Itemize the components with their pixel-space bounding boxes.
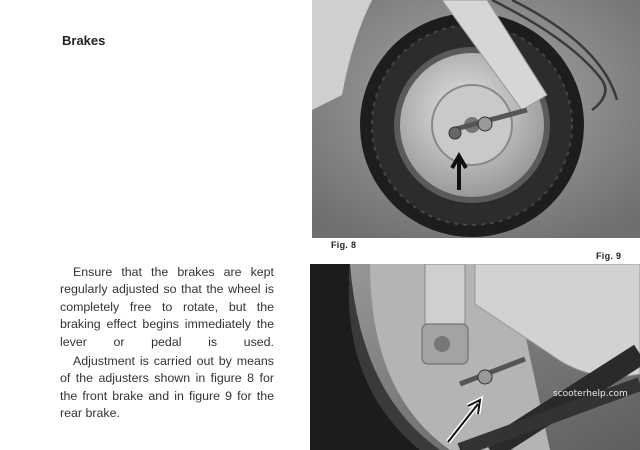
rear-wheel-brake-photo	[310, 264, 640, 450]
section-heading: Brakes	[62, 33, 106, 48]
paragraph-2: Adjustment is carried out by means of the adjusters shown in figure 8 for the front brake and in figure 9 for the rear brake.	[60, 354, 274, 421]
figure-9-caption: Fig. 9	[596, 251, 622, 261]
figure-8-caption: Fig. 8	[331, 240, 357, 250]
paragraph-1: Ensure that the brakes are kept regularly adjusted so that the wheel is completely free to rotate, but the braking effect begins immediately the lever or pedal is used.	[60, 265, 274, 349]
front-wheel-brake-photo	[312, 0, 640, 238]
instructions-text	[60, 264, 274, 425]
watermark-text: scooterhelp.com	[553, 389, 628, 399]
